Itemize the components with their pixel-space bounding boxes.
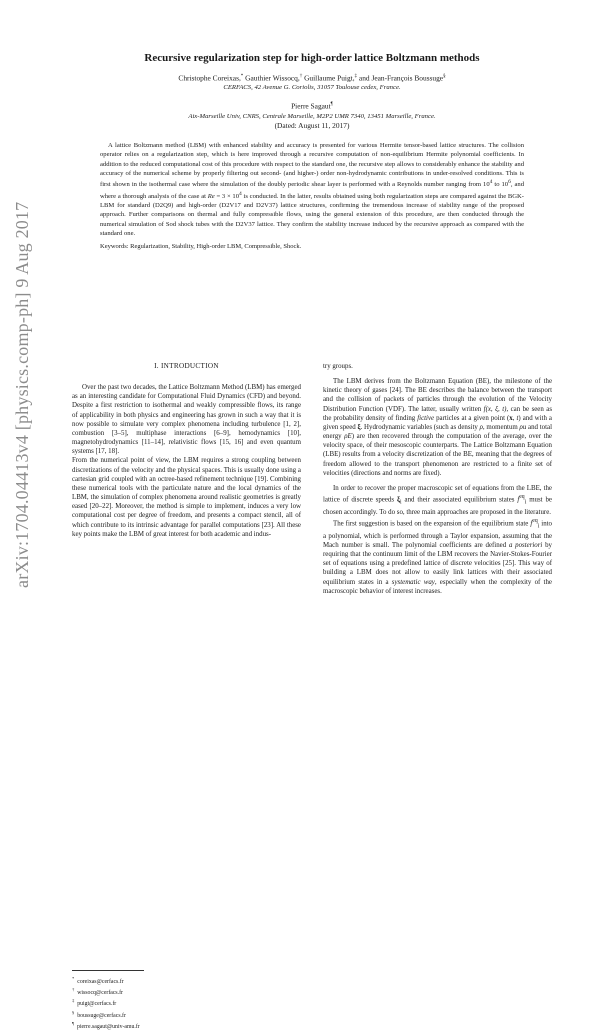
- author-wissocq: Gauthier Wissocq,: [243, 73, 300, 83]
- footnote-mark: ‡: [72, 998, 75, 1004]
- footnote-email-text[interactable]: coreixas@cerfacs.fr: [77, 978, 124, 985]
- footnotes: [72, 970, 301, 1031]
- footnote-mark: ¶: [330, 102, 333, 108]
- math-rho-e: ρE: [344, 433, 352, 441]
- author-coreixas: Christophe Coreixas,: [178, 73, 241, 83]
- footnote-mark: *: [240, 74, 244, 79]
- paragraph-text: ,: [512, 414, 517, 422]
- dated-line: (Dated: August 11, 2017): [274, 120, 350, 130]
- section-heading-introduction: I. INTRODUCTION: [154, 362, 219, 370]
- abstract-text: is conducted. In the latter, results obtained using both regularization steps are compared against the BGK-LBM for standard (D2Q9) and high-order (D2V17 and D2V37) lattice structures, confirming the tremendous increase of stability range of the proposed approach. Further comparisons on thermal and fully compressible flows, using the general extension of this procedure, are then conducted through the numerical simulation of Sod shock tubes with the D2V37 lattice. They confirm the stability increase induced by the recursive approach as compared with the standard one.: [100, 192, 524, 237]
- paragraph-text: particles at a given point (: [434, 414, 510, 422]
- footnote-mark: ‡: [354, 74, 358, 79]
- lbm-paragraph: [323, 377, 552, 478]
- keywords: Keywords: Regularization, Stability, High-order LBM, Compressible, Shock.: [100, 243, 302, 251]
- footnote-mark: †: [299, 74, 303, 79]
- author-sagaut: Pierre Sagaut: [291, 101, 331, 111]
- math-subscript: i: [400, 499, 402, 506]
- paragraph-text: . Hydrodynamic variables (such as density: [360, 423, 480, 431]
- first-suggestion-paragraph: [323, 517, 552, 596]
- abstract-exponent: 4: [239, 190, 242, 197]
- math-rho: ρ: [479, 423, 483, 431]
- abstract-text: , and where a thorough analysis of the case at: [100, 181, 524, 200]
- reynolds-symbol: Re: [207, 192, 215, 200]
- affiliation-cerfacs: CERFACS, 42 Avenue G. Coriolis, 31057 Toulouse cedex, France.: [223, 84, 401, 92]
- math-xi: ξ: [396, 496, 401, 504]
- footnote-mark: †: [72, 987, 75, 993]
- abstract-exponent: 4: [489, 179, 493, 186]
- intro-paragraph-2: From the numerical point of view, the LBM requires a strong coupling between discretizations of the velocity and the physical spaces. This is usually done using a cartesian grid coupled with an octree-based refinement technique [19]. Combining these numerical tools with the particulate nature and the local dynamics of the LBM, the simulation of complex phenomena around realistic geometries is greatly eased [20–22]. Moreover, the method is simple to implement, induces a very low computational cost per degree of freedom, and presents a compact stencil, all of which contribute to its intrinsic advantage for parallel computations [23]. All these key points make the LBM of great interest for both academic and indus-: [72, 457, 301, 538]
- author-boussuge: and Jean-François Boussuge: [357, 73, 444, 83]
- math-f: f: [517, 496, 520, 504]
- footnote-email: [72, 1020, 301, 1031]
- paragraph-text: , especially when the complexity of the macroscopic behavior of interest increases.: [323, 578, 552, 595]
- paragraph-text: , momentum: [482, 423, 520, 431]
- author-puigt: Guillaume Puigt,: [302, 73, 355, 83]
- abstract-text: to 10: [492, 181, 509, 189]
- emphasis-fictive: fictive: [417, 414, 435, 422]
- affiliation-m2p2: Aix-Marseille Univ, CNRS, Centrale Marseille, M2P2 UMR 7340, 13451 Marseille, France.: [188, 112, 436, 120]
- footnote-email-text[interactable]: wissocq@cerfacs.fr: [77, 990, 123, 997]
- paper-page: [72, 52, 552, 1030]
- arxiv-identifier-stamp: arXiv:1704.04413v4 [physics.comp-ph] 9 Aug 2017: [12, 201, 32, 588]
- footnote-email: [72, 986, 301, 997]
- abstract-text: = 3 × 10: [214, 192, 240, 200]
- intro-paragraph-1: Over the past two decades, the Lattice Boltzmann Method (LBM) has emerged as an interesting candidate for Computational Fluid Dynamics (CFD) and beyond. Despite a first restriction to isothermal and weakly compressible flows, its range of applicability in both physics and engineering has grown in such a way that it is now possible to simulate very complex phenomena including turbulence [1, 2], combustion [3–5], multiphase interactions [6–9], hemodynamics [10], magnetohydrodynamics [11–14], relativistic flows [15, 16] and even quantum systems [17, 18].: [72, 384, 301, 456]
- footnote-mark: §: [72, 1009, 75, 1015]
- footnote-email-text[interactable]: puigt@cerfacs.fr: [77, 1001, 117, 1008]
- paragraph-text: must be chosen accordingly. To do so, three main approaches are proposed in the literature.: [323, 496, 552, 516]
- lattice-paragraph: [323, 484, 552, 517]
- math-t: t: [516, 414, 519, 422]
- author-list: [72, 72, 552, 83]
- paragraph-text: ) are then recovered through the computation of the average, over the velocity space, of their mesoscopic counterparts. The Lattice Boltzmann Equation (LBE) results from a velocity discretization of the BE, meaning that the degrees of freedom allowed to the transport phenomenon are restricted to a finite set of velocities (directions and norms are fixed).: [323, 433, 552, 477]
- footnote-rule: [72, 970, 144, 971]
- footnote-email: [72, 997, 301, 1008]
- paragraph-text: The first suggestion is based on the expansion of the equilibrium state: [333, 520, 531, 528]
- paragraph-text: and total energy: [323, 423, 552, 441]
- right-column: [323, 362, 552, 596]
- emphasis-systematic-way: systematic way: [391, 578, 435, 586]
- left-column: [72, 362, 301, 539]
- footnote-email-text[interactable]: pierre.sagaut@univ-amu.fr: [77, 1023, 140, 1030]
- math-superscript: eq: [519, 494, 525, 501]
- abstract: [100, 141, 524, 238]
- paragraph-text: into a polynomial, which is performed through a Taylor expansion, assuming that the Mach number is small. The polynomial coefficients are defined: [323, 520, 552, 549]
- math-xi: ξ: [357, 423, 361, 431]
- paragraph-text: The LBM derives from the Boltzmann Equation (BE), the milestone of the kinetic theory of gases [24]. The BE describes the balance between the transport and the collision of packets of particles through the evolution of the Velocity Distribution Function (VDF). The latter, usually written: [323, 378, 552, 413]
- math-subscript: i: [537, 523, 540, 530]
- math-subscript: i: [524, 499, 527, 506]
- paragraph-text: and their associated equilibrium states: [401, 496, 518, 504]
- paragraph-text: , can be seen as the probability density of finding: [323, 405, 552, 422]
- emphasis-a-posteriori: a posteriori: [508, 542, 543, 549]
- continuation-text: try groups.: [323, 363, 353, 370]
- math-x: x: [509, 414, 513, 422]
- math-rho-u: ρu: [519, 423, 527, 431]
- footnote-email-text[interactable]: boussuge@cerfacs.fr: [77, 1012, 126, 1019]
- footnote-mark: ¶: [72, 1020, 75, 1026]
- paragraph-text: In order to recover the proper macroscopic set of equations from the LBE, the lattice of discrete speeds: [323, 484, 552, 504]
- abstract-exponent: 6: [508, 179, 511, 186]
- math-superscript: eq: [532, 518, 538, 525]
- math-vdf: f(x, ξ, t): [483, 405, 507, 413]
- paragraph-text: ) and with a given speed: [323, 414, 552, 431]
- abstract-text: A lattice Boltzmann method (LBM) with enhanced stability and accuracy is presented for various Hermite tensor-based lattice structures. The collision operator relies on a regularization step, which is here improved through a recursive computation of non-equilibrium Hermite polynomial coefficients. In addition to the reduced computational cost of this procedure with respect to the standard one, the recursive step allows to considerably enhance the stability and accuracy of the numerical scheme by properly filtering out second- (and higher-) order non-hydrodynamic contributions in under-resolved conditions. This is first shown in the isothermal case where the simulation of the doubly periodic shear layer is performed with a Reynolds number ranging from 10: [100, 141, 524, 189]
- paper-title: Recursive regularization step for high-order lattice Boltzmann methods: [144, 52, 480, 64]
- author-sagaut-line: [72, 100, 552, 111]
- paragraph-text: by requiring that the continuum limit of the LBM recovers the Navier-Stokes-Fourier set of equations using a predefined lattice of discrete velocities [25]. This way of building a LBM does not allow to easily link lattices with their associated equilibrium states in a: [323, 542, 552, 586]
- footnote-mark: *: [72, 976, 75, 981]
- footnote-email: [72, 1009, 301, 1020]
- footnote-mark: §: [443, 74, 446, 79]
- math-f: f: [530, 520, 533, 528]
- footnote-email: [72, 975, 301, 986]
